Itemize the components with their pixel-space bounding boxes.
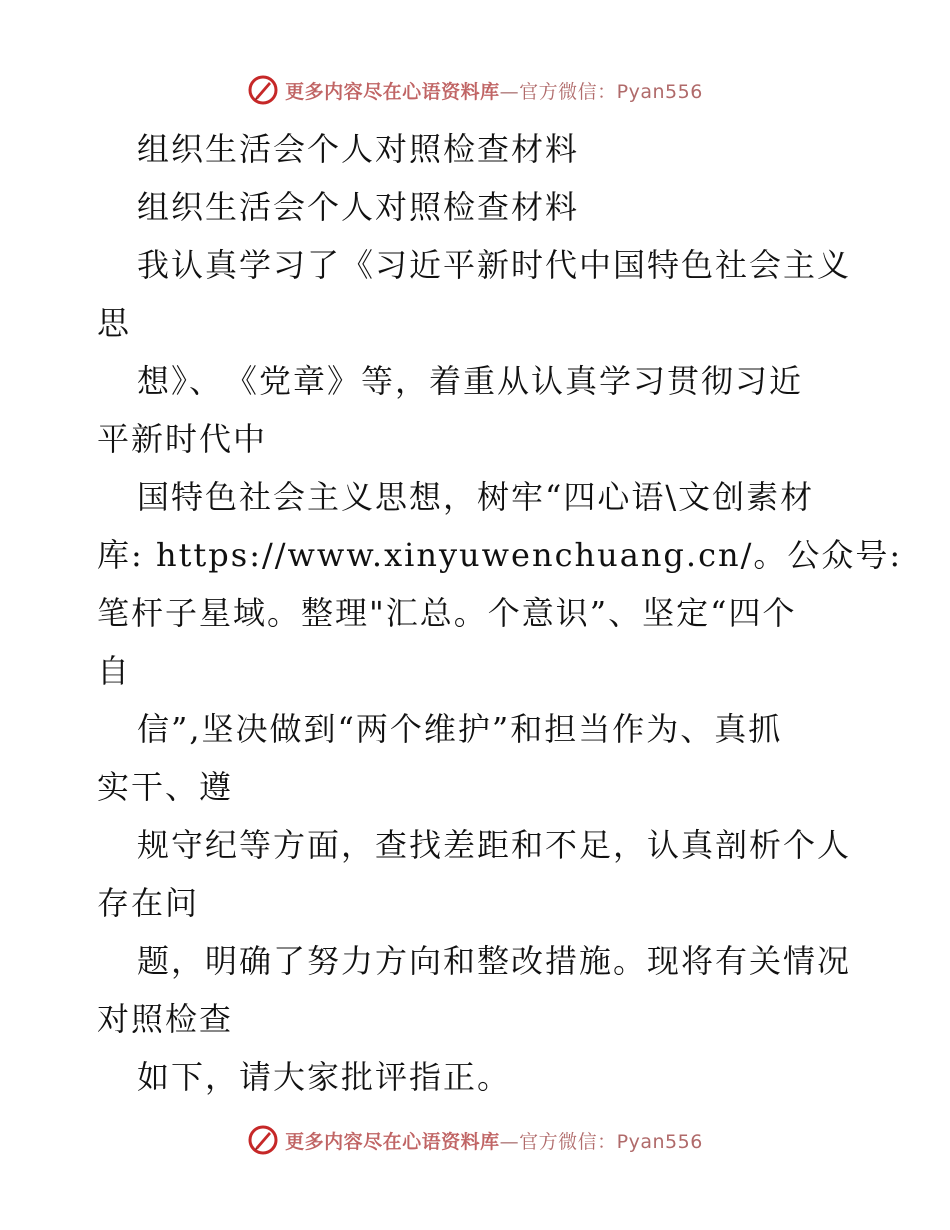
doc-subtitle: 组织生活会个人对照检查材料 xyxy=(137,188,580,226)
quill-logo-icon xyxy=(247,74,279,106)
paragraph-line: 平新时代中 xyxy=(97,420,268,458)
watermark-wechat: 官方微信：Pyan556 xyxy=(519,80,703,103)
watermark-wechat: 官方微信：Pyan556 xyxy=(519,1130,703,1153)
footer-watermark-inner xyxy=(247,1124,703,1156)
watermark-separator: — xyxy=(499,1130,520,1153)
paragraph-line: 实干、遵 xyxy=(97,768,234,806)
header-watermark xyxy=(0,70,950,110)
watermark-title: 更多内容尽在心语资料库 xyxy=(285,1130,500,1153)
footer-watermark xyxy=(0,1120,950,1160)
paragraph-line: 想》、 《党章》等，着重从认真学习贯彻习近 xyxy=(137,362,804,400)
watermark-text xyxy=(285,1127,703,1154)
watermark-text xyxy=(285,77,703,104)
paragraph-line: 思 xyxy=(97,304,132,342)
paragraph-line: 如下，请大家批评指正。 xyxy=(137,1058,512,1096)
paragraph-line: 笔杆子星域。整理"汇总。个意识”、坚定“四个 xyxy=(97,594,797,632)
document-body xyxy=(97,120,903,1106)
paragraph-line: 对照检查 xyxy=(97,1000,234,1038)
paragraph-line: 存在问 xyxy=(97,884,200,922)
paragraph-line: 库: https://www.xinyuwenchuang.cn/。公众号: xyxy=(97,536,903,574)
watermark-separator: — xyxy=(499,80,520,103)
paragraph-line: 国特色社会主义思想，树牢“四心语\文创素材 xyxy=(137,478,815,516)
paragraph-line: 自 xyxy=(97,652,132,690)
doc-title: 组织生活会个人对照检查材料 xyxy=(137,130,580,168)
paragraph-line: 题，明确了努力方向和整改措施。现将有关情况 xyxy=(137,942,852,980)
paragraph-line: 规守纪等方面，查找差距和不足，认真剖析个人 xyxy=(137,826,852,864)
paragraph-line: 信”,坚决做到“两个维护”和担当作为、真抓 xyxy=(137,710,783,748)
paragraph-line: 我认真学习了《习近平新时代中国特色社会主义 xyxy=(137,246,852,284)
header-watermark-inner xyxy=(247,74,703,106)
quill-logo-icon xyxy=(247,1124,279,1156)
watermark-title: 更多内容尽在心语资料库 xyxy=(285,80,500,103)
